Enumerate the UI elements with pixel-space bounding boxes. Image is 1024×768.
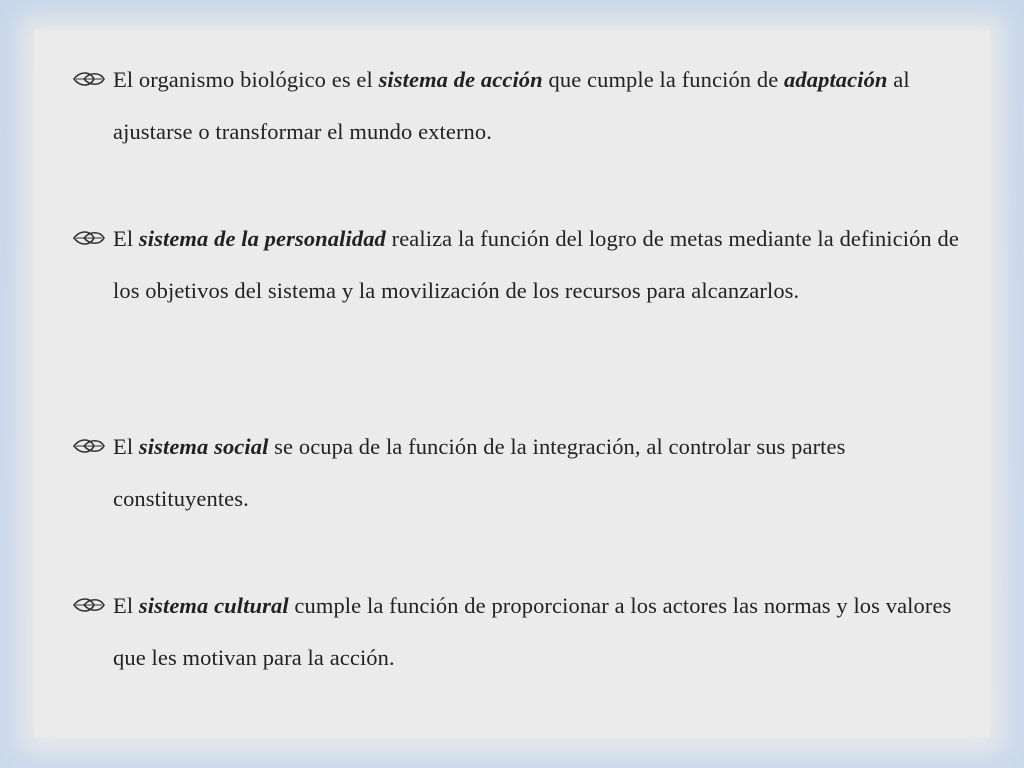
paragraph-text: que cumple la función de bbox=[542, 67, 785, 92]
emphasis-term: sistema cultural bbox=[138, 593, 289, 618]
paragraph-text: realiza la función del logro de metas mediante la definición de los objetivos del sistema y la movilización de los recursos para alcanzarlos. bbox=[113, 226, 959, 303]
paragraph-sistema-cultural bbox=[113, 580, 963, 684]
decorative-double-leaf-icon bbox=[72, 227, 108, 251]
decorative-double-leaf-icon bbox=[72, 594, 108, 618]
paragraph-sistema-personalidad bbox=[113, 213, 973, 317]
paragraph-text: El organismo biológico es el bbox=[113, 67, 379, 92]
paragraph-text: al ajustarse o transformar el mundo externo. bbox=[113, 67, 910, 144]
paragraph-text: se ocupa de la función de la integración, al controlar sus partes constituyentes. bbox=[113, 434, 846, 511]
emphasis-term: sistema de la personalidad bbox=[138, 226, 386, 251]
paragraph-text: El bbox=[113, 593, 139, 618]
emphasis-term: sistema de acción bbox=[378, 67, 543, 92]
decorative-double-leaf-icon bbox=[72, 68, 108, 92]
emphasis-term: adaptación bbox=[784, 67, 888, 92]
decorative-double-leaf-icon bbox=[72, 435, 108, 459]
emphasis-term: sistema social bbox=[138, 434, 269, 459]
paragraph-sistema-social bbox=[113, 421, 963, 525]
paragraph-text: El bbox=[113, 434, 139, 459]
paragraph-sistema-de-accion bbox=[113, 54, 993, 158]
paragraph-text: cumple la función de proporcionar a los actores las normas y los valores que les motivan para la acción. bbox=[113, 593, 952, 670]
paragraph-text: El bbox=[113, 226, 139, 251]
